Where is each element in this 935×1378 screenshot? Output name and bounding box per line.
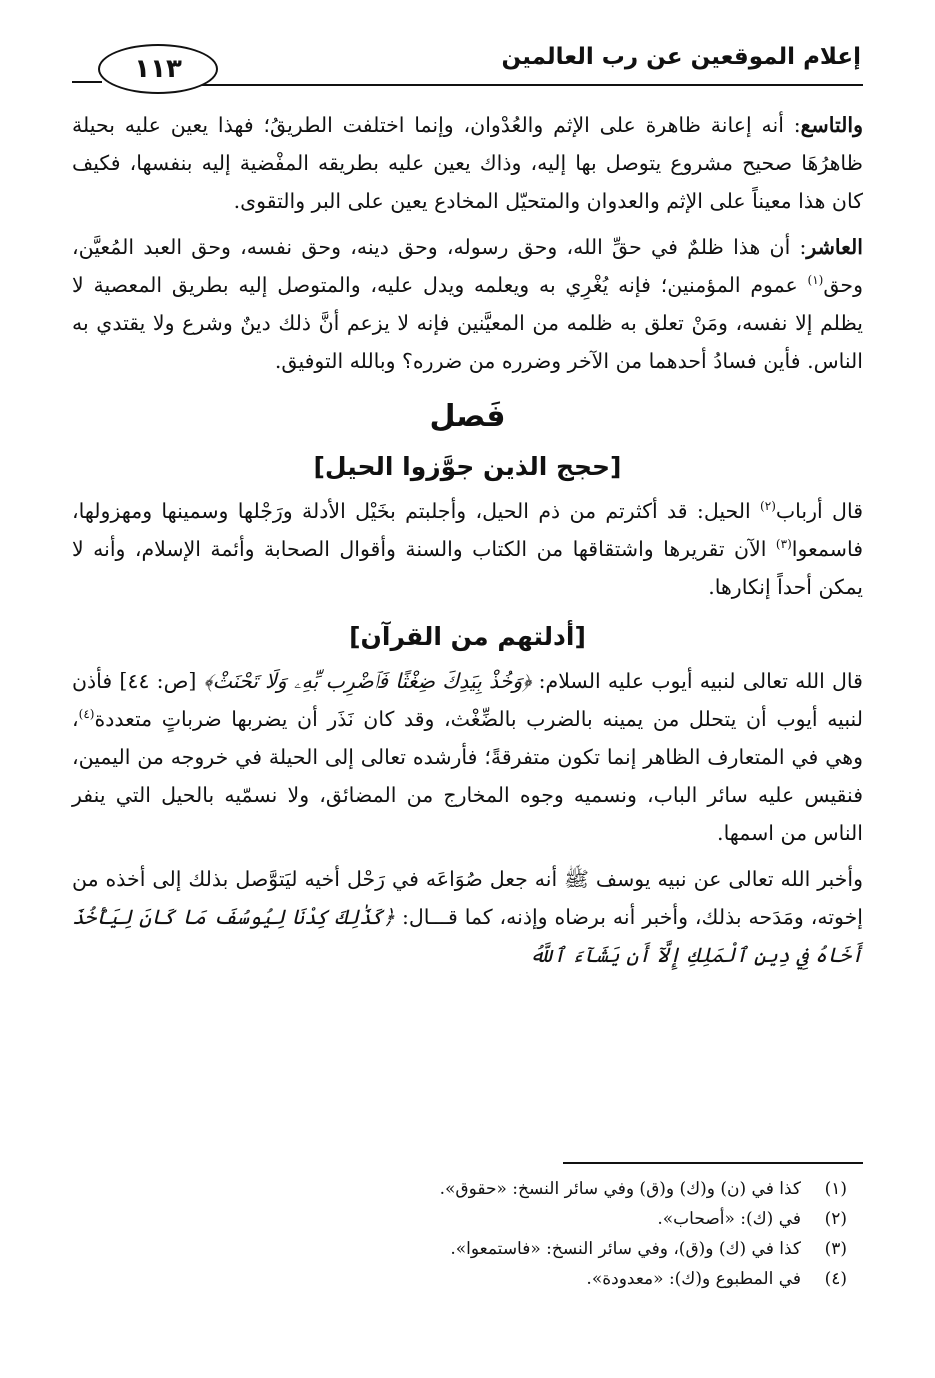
quran-verse: ﴿وَخُذْ بِيَدِكَ ضِغْثًا فَٱضْرِب بِّهِۦ وَلَا تَحْنَثْ﴾ <box>203 669 532 693</box>
paragraph-text: [ص: ٤٤] فأذن لنبيه أيوب أن يتحلل من يمينه بالضرب بالضِّغْث، وقد كان نَذَر أن يضربها ضرباتٍ متعددة <box>72 669 863 731</box>
footnote-ref[interactable]: (٢) <box>760 499 776 514</box>
paragraph-text: قال الله تعالى لنبيه أيوب عليه السلام: <box>531 669 863 693</box>
header-rule-tail <box>72 81 102 83</box>
paragraph-text: ، وهي في المتعارف الظاهر إنما تكون متفرقةً؛ فأرشده تعالى إلى الحيلة في خروجه من اليمين، فنقيس عليه سائر الباب، ونسميه وجوه المخارج من المضائق، ولا نسمّيه بالحيل التي ينفر الناس من اسمها. <box>72 707 863 845</box>
footnotes <box>72 1174 847 1294</box>
header-rule <box>182 84 863 86</box>
paragraph-text: وأخبر الله تعالى عن نبيه يوسف ﷺ أنه جعل صُوَاعَه في رَحْل أخيه ليَتوَّصل بذلك إلى أخذه من إخوته، ومَدَحه بذلك، وأخبر أنه برضاه وإذنه، كما قـــال: <box>72 867 863 929</box>
paragraph-lead: العاشر <box>806 235 863 259</box>
page-body <box>72 106 863 982</box>
footnote-number: (١) <box>824 1179 847 1199</box>
footnote-ref[interactable]: (٣) <box>775 537 792 552</box>
footnote-text: كذا في (ك) و(ق)، وفي سائر النسخ: «فاستمعوا». <box>450 1239 801 1259</box>
footnote-item <box>72 1174 847 1204</box>
paragraph-ninth <box>72 106 863 220</box>
footnote-text: في المطبوع و(ك): «معدودة». <box>586 1269 801 1289</box>
footnote-ref[interactable]: (١) <box>807 273 824 288</box>
footnote-item <box>72 1264 847 1294</box>
footnote-item <box>72 1234 847 1264</box>
paragraph-tenth <box>72 228 863 380</box>
footnote-number: (٣) <box>824 1239 847 1259</box>
footnote-separator <box>563 1162 863 1164</box>
running-title: إعلام الموقعين عن رب العالمين <box>501 44 861 70</box>
section-title: فَصل <box>429 399 506 434</box>
footnote-number: (٢) <box>824 1209 847 1229</box>
subtitle-quran-evidence: [أدلتهم من القرآن] <box>349 622 586 651</box>
paragraph-text: الحيل: قد أكثرتم من ذم الحيل، وأجلبتم بخَيْل الأدلة ورَجْلها وسمينها ومهزولها، فاسمعوا <box>72 499 863 561</box>
paragraph-lead: والتاسع <box>800 113 863 137</box>
paragraph-arguments <box>72 492 863 606</box>
footnote-item <box>72 1204 847 1234</box>
footnote-ref[interactable]: (٤) <box>78 707 95 722</box>
paragraph-text: : أنه إعانة ظاهرة على الإثم والعُدْوان، وإنما اختلفت الطريقُ؛ فهذا يعين عليه بحيلة ظاهرُهَا صحيح مشروع يتوصل بها إليه، وذاك يعين عليه بطريقه المفْضية إليه بنفسها، فكيف كان هذا معيناً على الإثم والعدوان والمتحيّل المخادع يعين على البر والتقوى. <box>72 113 863 213</box>
paragraph-text: : أن هذا ظلمٌ في حقِّ الله، وحق رسوله، وحق دينه، وحق نفسه، وحق العبد المُعيَّن، وحق <box>72 235 863 297</box>
subtitle-arguments: [حجج الذين جوَّزوا الحيل] <box>313 452 622 481</box>
paragraph-yusuf <box>72 860 863 974</box>
paragraph-text: عموم المؤمنين؛ فإنه يُغْرِي به ويعلمه ويدل عليه، والمتوصل إليه بطريق المعصية لا يظلم إلا نفسه، ومَنْ تعلق به ظلمه من المعيَّنين فإنه لا يزعم أنَّ ذلك دينٌ وشرع ولا يقتدي به الناس. فأين فسادُ أحدهما من الآخر وضرره من ضرره؟ وبالله التوفيق. <box>72 273 863 373</box>
quran-verse: ﴿كَذَٰلِكَ كِدْنَا لِيُوسُفَ مَا كَانَ لِيَأْخُذَ أَخَاهُ فِي دِينِ ٱلْمَلِكِ إِلَّآ أَن يَشَآءَ ٱللَّهُ <box>72 905 863 967</box>
page-number-badge: ١١٣ <box>98 44 218 94</box>
paragraph-text: الآن تقريرها واشتقاقها من الكتاب والسنة وأقوال الصحابة وأئمة الإسلام، وأنه لا يمكن أحداً إنكارها. <box>72 537 863 599</box>
footnote-text: في (ك): «أصحاب». <box>657 1209 801 1229</box>
page-header <box>72 40 863 96</box>
paragraph-ayyub <box>72 662 863 852</box>
footnote-text: كذا في (ن) و(ك) و(ق) وفي سائر النسخ: «حقوق». <box>439 1179 801 1199</box>
footnote-number: (٤) <box>824 1269 847 1289</box>
paragraph-text: قال أرباب <box>775 499 863 523</box>
